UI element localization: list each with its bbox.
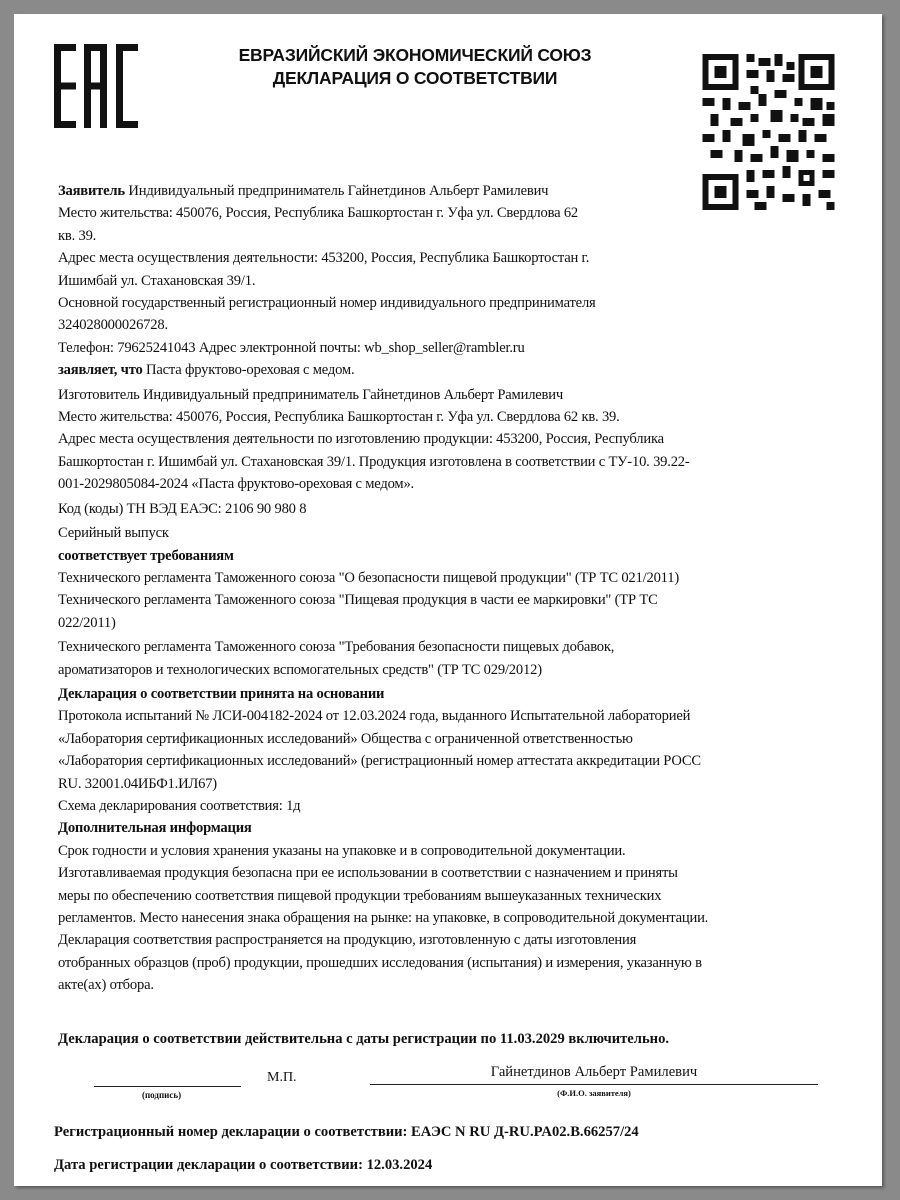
additional-info-line: Изготавливаемая продукция безопасна при ее использовании в соответствии с назначением и приняты	[58, 865, 678, 882]
additional-info-line: отобранных образцов (проб) продукции, прошедших исследования (испытания) и измерения, указанную в	[58, 954, 702, 971]
applicant-ogrn: Основной государственный регистрационный номер индивидуального предпринимателя	[58, 295, 596, 312]
basis-line: Протокола испытаний № ЛСИ-004182-2024 от 12.03.2024 года, выданного Испытательной лабораторией	[58, 708, 691, 725]
signature-caption: (подпись)	[142, 1090, 182, 1100]
applicant-name: Индивидуальный предприниматель Гайнетдинов Альберт Рамилевич	[124, 183, 549, 199]
additional-info-line: регламентов. Место нанесения знака обращения на рынке: на упаковке, в сопроводительной документации.	[58, 910, 709, 926]
product-name: Паста фруктово-ореховая с медом.	[142, 362, 355, 379]
registration-date: Дата регистрации декларации о соответствии: 12.03.2024	[54, 1157, 433, 1173]
applicant-contacts: Телефон: 79625241043 Адрес электронной почты: wb_shop_seller@rambler.ru	[58, 339, 525, 356]
manufacturer-production-address: Башкортостан г. Ишимбай ул. Стахановская 39/1. Продукция изготовлена в соответствии с ТУ-10. 39.22-	[58, 453, 690, 470]
requirement-item: Технического регламента Таможенного союза "О безопасности пищевой продукции" (ТР ТС 021/2011)	[58, 569, 679, 586]
signature-block	[14, 1064, 882, 1114]
signer-name-caption: (Ф.И.О. заявителя)	[557, 1088, 631, 1098]
applicant-label: Заявитель	[58, 183, 125, 199]
document-header	[184, 44, 646, 90]
header-union: ЕВРАЗИЙСКИЙ ЭКОНОМИЧЕСКИЙ СОЮЗ	[238, 45, 592, 65]
stamp-place: М.П.	[267, 1070, 297, 1085]
basis-line: RU. 32001.04ИБФ1.ИЛ67)	[58, 775, 217, 792]
requirement-item: ароматизаторов и технологических вспомогательных средств" (ТР ТС 029/2012)	[58, 661, 542, 678]
signer-name: Гайнетдинов Альберт Рамилевич	[490, 1064, 698, 1080]
additional-info-line: акте(ах) отбора.	[58, 977, 154, 994]
eac-logo	[54, 44, 138, 128]
declares-line	[58, 359, 798, 381]
declaration-body	[58, 180, 798, 997]
signature-line	[94, 1086, 241, 1087]
applicant-activity-address: Ишимбай ул. Стахановская 39/1.	[58, 272, 256, 289]
applicant-activity-address: Адрес места осуществления деятельности: 453200, Россия, Республика Башкортостан г.	[58, 250, 590, 267]
applicant-line	[58, 180, 798, 202]
additional-info-line: Декларация соответствия распространяется на продукцию, изготовленную с даты изготовления	[58, 932, 637, 949]
basis-label: Декларация о соответствии принята на основании	[58, 685, 385, 702]
applicant-residence: кв. 39.	[58, 227, 97, 244]
signer-name-line	[370, 1084, 818, 1085]
serial-release: Серийный выпуск	[58, 525, 169, 542]
additional-info-line: меры по обеспечению соответствия пищевой продукции требованиям вышеуказанных технических	[58, 887, 662, 904]
declaration-scheme: Схема декларирования соответствия: 1д	[58, 797, 301, 814]
requirement-item: 022/2011)	[58, 614, 116, 631]
declares-label: заявляет, что	[58, 362, 143, 379]
basis-line: «Лаборатория сертификационных исследований» (регистрационный номер аттестата аккредитации РОСС	[58, 753, 701, 770]
header-title: ДЕКЛАРАЦИЯ О СООТВЕТСТВИИ	[272, 68, 558, 88]
applicant-ogrn: 324028000026728.	[58, 317, 168, 334]
manufacturer-residence: Место жительства: 450076, Россия, Республика Башкортостан г. Уфа ул. Свердлова 62 кв. 39.	[58, 409, 620, 426]
additional-info-line: Срок годности и условия хранения указаны на упаковке и в сопроводительной документации.	[58, 842, 626, 859]
requirement-item: Технического регламента Таможенного союза "Требования безопасности пищевых добавок,	[58, 639, 615, 656]
basis-line: «Лаборатория сертификационных исследований» Общества с ограниченной ответственностью	[58, 730, 633, 747]
manufacturer-name: Изготовитель Индивидуальный предприниматель Гайнетдинов Альберт Рамилевич	[58, 386, 563, 403]
requirements-label: соответствует требованиям	[58, 547, 234, 564]
declaration-page	[14, 14, 882, 1186]
registration-number: Регистрационный номер декларации о соответствии: ЕАЭС N RU Д-RU.PA02.B.66257/24	[54, 1124, 639, 1140]
additional-info-label: Дополнительная информация	[58, 820, 252, 837]
manufacturer-production-address: Адрес места осуществления деятельности по изготовлению продукции: 453200, Россия, Республика	[58, 431, 664, 448]
manufacturer-production-address: 001-2029805084-2024 «Паста фруктово-ореховая с медом».	[58, 476, 414, 493]
validity-statement: Декларация о соответствии действительна с даты регистрации по 11.03.2029 включительно.	[58, 1031, 670, 1047]
tn-ved-code: Код (коды) ТН ВЭД ЕАЭС: 2106 90 980 8	[58, 500, 307, 517]
requirement-item: Технического регламента Таможенного союза "Пищевая продукция в части ее маркировки" (ТР ТС	[58, 592, 658, 609]
applicant-residence: Место жительства: 450076, Россия, Республика Башкортостан г. Уфа ул. Свердлова 62	[58, 205, 579, 222]
